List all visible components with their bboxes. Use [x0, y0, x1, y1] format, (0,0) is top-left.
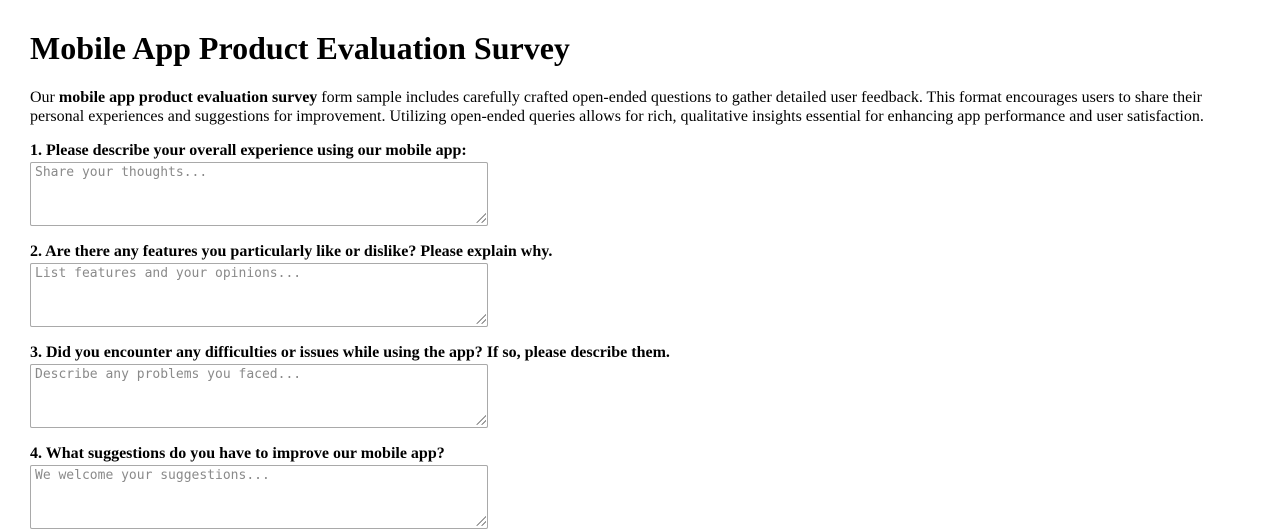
question-3-input-wrap: [30, 364, 488, 428]
question-4-label: 4. What suggestions do you have to improve our mobile app?: [30, 444, 445, 462]
question-1-textarea[interactable]: [30, 162, 488, 226]
question-4: [30, 445, 1248, 529]
question-2-label: 2. Are there any features you particularly like or dislike? Please explain why.: [30, 242, 553, 260]
intro-text-bold: mobile app product evaluation survey: [58, 88, 318, 106]
question-2-input-wrap: [30, 263, 488, 327]
question-2: [30, 243, 1248, 327]
intro-paragraph: [30, 88, 1248, 126]
intro-text-rest: form sample includes carefully crafted open-ended questions to gather detailed user feedback. This format encourages users to share their personal experiences and suggestions for improvement. Utilizing open-ended queries allows for rich, qualitative insights essential for enhancing app performance and user satisfaction.: [30, 88, 1204, 125]
question-1: [30, 142, 1248, 226]
question-4-textarea[interactable]: [30, 465, 488, 529]
question-1-input-wrap: [30, 162, 488, 226]
question-2-textarea[interactable]: [30, 263, 488, 327]
question-3: [30, 344, 1248, 428]
question-1-label: 1. Please describe your overall experience using our mobile app:: [30, 141, 467, 159]
question-3-textarea[interactable]: [30, 364, 488, 428]
question-3-label: 3. Did you encounter any difficulties or issues while using the app? If so, please describe them.: [30, 343, 670, 361]
survey-form: [30, 142, 1248, 529]
intro-text-prefix: Our: [30, 88, 59, 106]
question-4-input-wrap: [30, 465, 488, 529]
page-title: Mobile App Product Evaluation Survey: [30, 30, 570, 66]
